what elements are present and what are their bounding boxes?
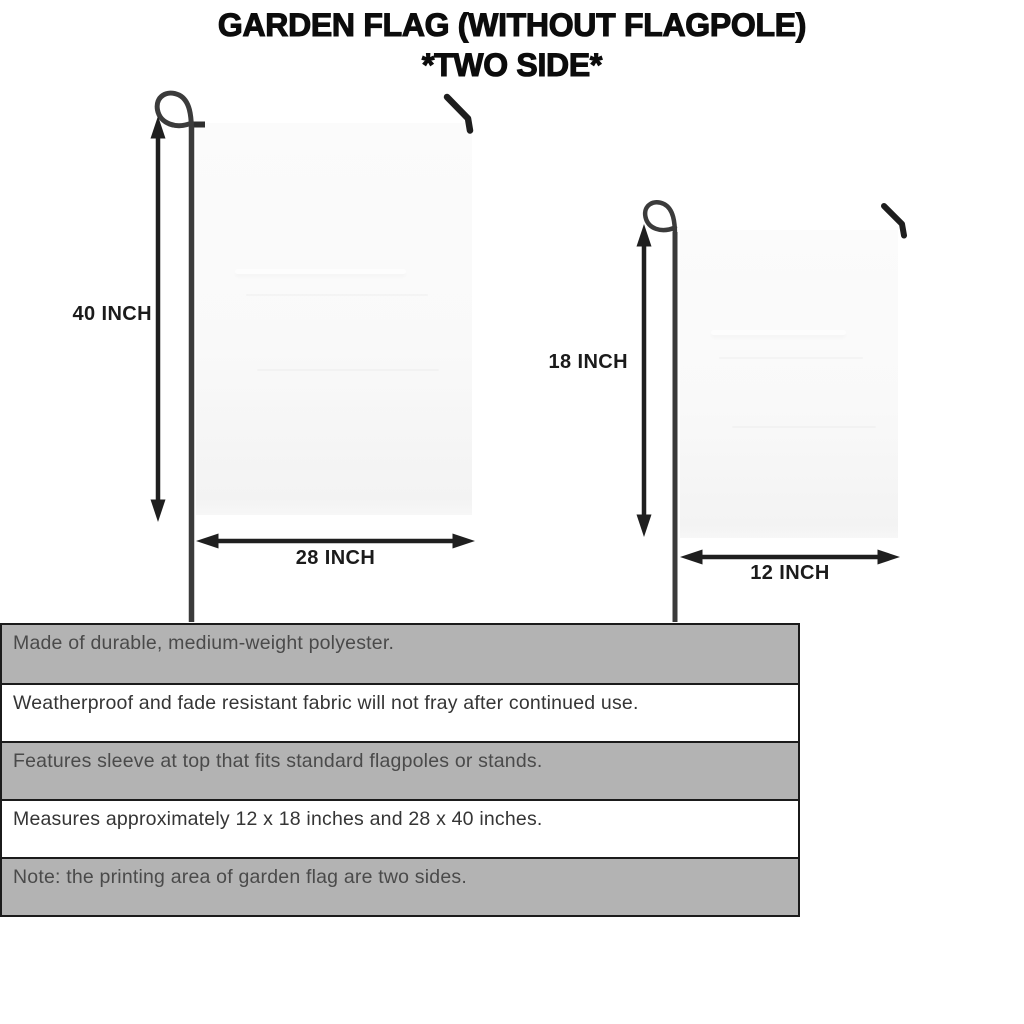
small-width-label: 12 INCH <box>750 562 830 584</box>
feature-row-weatherproof: Weatherproof and fade resistant fabric will not fray after continued use. <box>2 683 798 741</box>
title-line-2: *TWO SIDE* <box>421 47 603 83</box>
large-flag-pole-loop <box>157 93 191 132</box>
large-height-label: 40 INCH <box>72 303 152 325</box>
feature-row-sleeve: Features sleeve at top that fits standard flagpoles or stands. <box>2 741 798 799</box>
small-flag-hook <box>884 206 904 236</box>
small-height-label: 18 INCH <box>548 351 628 373</box>
large-flag-hook <box>447 97 470 131</box>
small-height-arrow <box>637 224 652 537</box>
large-height-arrow <box>151 116 166 522</box>
large-width-label: 28 INCH <box>295 547 376 569</box>
feature-table <box>0 623 800 917</box>
feature-row-material: Made of durable, medium-weight polyester. <box>2 625 798 683</box>
small-flag-pole-loop <box>645 202 675 236</box>
feature-row-measures: Measures approximately 12 x 18 inches and 28 x 40 inches. <box>2 799 798 857</box>
feature-row-note: Note: the printing area of garden flag are two sides. <box>2 857 798 915</box>
title-line-1: GARDEN FLAG (WITHOUT FLAGPOLE) <box>217 7 807 43</box>
